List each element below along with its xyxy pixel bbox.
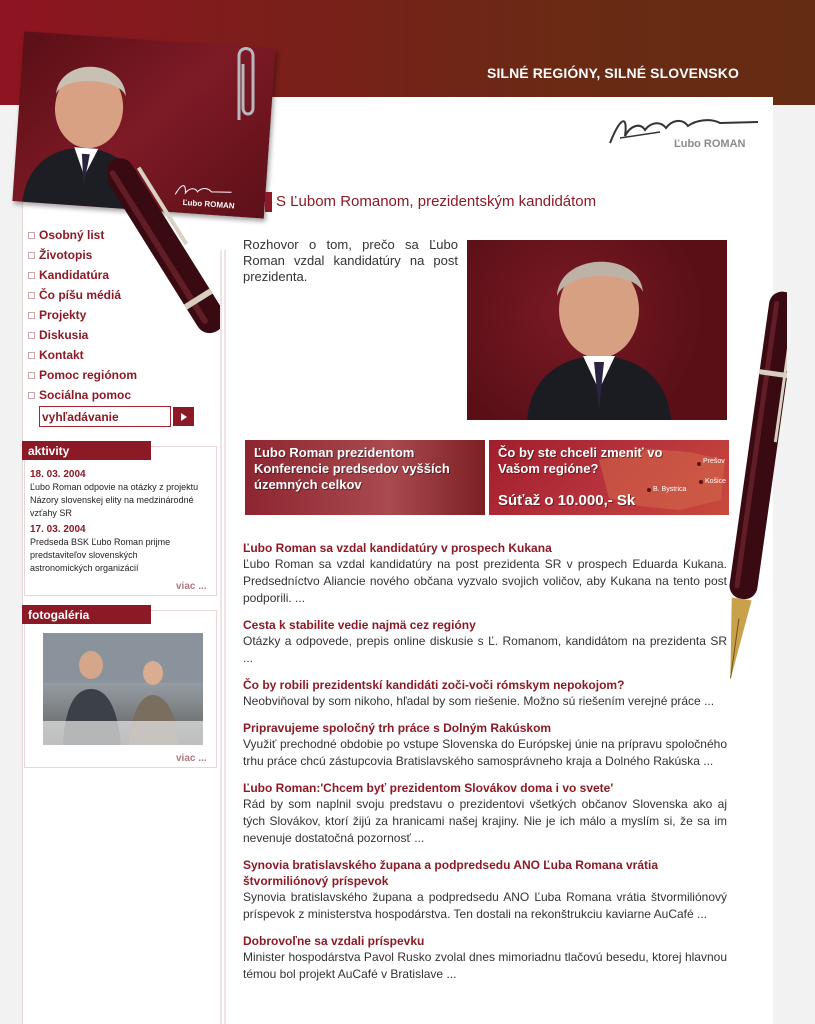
- candidate-portrait-icon: [467, 240, 727, 420]
- nav-item-socialna-pomoc[interactable]: [28, 385, 137, 405]
- article-title-link[interactable]: Synovia bratislavského župana a podpredsedu ANO Ľuba Romana vrátia štvormiliónový príspevok: [243, 858, 658, 888]
- article-summary: Minister hospodárstva Pavol Rusko zvolal dnes mimoriadnu tlačovú besedu, ktorej hlavnou témou bol projekt AuCafé v Bratislave ...: [243, 950, 727, 981]
- search-input[interactable]: [39, 406, 171, 427]
- article-title-link[interactable]: Čo by robili prezidentskí kandidáti zoči-voči rómskym nepokojom?: [243, 678, 625, 692]
- main-portrait: [467, 240, 727, 420]
- nav-item-pomoc-regionom[interactable]: [28, 365, 137, 385]
- nav-item-label: Sociálna pomoc: [39, 388, 132, 402]
- bullet-icon: [28, 312, 35, 319]
- article-summary: Neobviňoval by som nikoho, hľadal by som riešenie. Možno sú riešením verejné práce ...: [243, 694, 715, 708]
- article-item: [243, 720, 727, 770]
- article-title-link[interactable]: Cesta k stabilite vedie najmä cez regióny: [243, 618, 476, 632]
- signature-name: Ľubo ROMAN: [674, 138, 746, 150]
- banner-prize: Súťaž o 10.000,- Sk: [498, 492, 636, 509]
- activity-item[interactable]: [30, 523, 200, 575]
- bullet-icon: [28, 332, 35, 339]
- article-item: [243, 857, 727, 923]
- contest-banner[interactable]: [489, 440, 729, 515]
- article-summary: Ľubo Roman sa vzdal kandidatúry na post prezidenta SR v prospech Eduarda Kukana. Predsedníctvo Aliancie nového občana vyzvalo svojich voličov, aby Kukana na tento post podporili. ...: [243, 557, 727, 605]
- article-summary: Využiť prechodné obdobie po vstupe Slovenska do Európskej únie na prípravu spoločného trhu práce chcú zástupcovia Bratislavského samosprávneho kraja a Dolného Rakúska ...: [243, 737, 727, 768]
- nav-item-label: Kandidatúra: [39, 268, 110, 282]
- gallery-image-icon: [43, 633, 203, 745]
- card-name: Ľubo ROMAN: [182, 197, 235, 211]
- page-title: S Ľubom Romanom, prezidentským kandidátom: [276, 193, 597, 210]
- banner-text: Ľubo Roman prezidentom Konferencie predsedov vyšších územných celkov: [254, 445, 450, 492]
- activity-date: 18. 03. 2004: [30, 469, 86, 480]
- nav-item-label: Čo píšu médiá: [39, 288, 122, 302]
- nav-item-label: Kontakt: [39, 348, 84, 362]
- main-nav: [28, 225, 137, 405]
- bullet-icon: [28, 272, 35, 279]
- nav-item-label: Projekty: [39, 308, 87, 322]
- activity-item[interactable]: [30, 468, 200, 520]
- nav-item-diskusia[interactable]: [28, 325, 137, 345]
- article-title-link[interactable]: Dobrovoľne sa vzdali príspevku: [243, 934, 425, 948]
- nav-item-kontakt[interactable]: [28, 345, 137, 365]
- intro-text: Rozhovor o tom, prečo sa Ľubo Roman vzdal kandidatúry na post prezidenta.: [243, 237, 458, 284]
- activity-text: Predseda BSK Ľubo Roman prijme predstaviteľov slovenských astronomických organizácií: [30, 537, 171, 573]
- nav-item-label: Osobný list: [39, 228, 105, 242]
- activity-text: Ľubo Roman odpovie na otázky z projektu Názory slovenskej elity na medzinárodné vzťahy SR: [30, 482, 199, 518]
- article-title-link[interactable]: Ľubo Roman:'Chcem byť prezidentom Slovákov doma i vo svete': [243, 781, 614, 795]
- conference-banner[interactable]: [245, 440, 485, 515]
- bullet-icon: [28, 292, 35, 299]
- banner-text: Čo by ste chceli zmeniť vo Vašom regióne?: [498, 445, 663, 476]
- search-button[interactable]: [173, 407, 194, 426]
- nav-item-label: Pomoc regiónom: [39, 368, 138, 382]
- nav-item-projekty[interactable]: [28, 305, 137, 325]
- arrow-right-icon: [181, 413, 187, 421]
- activities-title: aktivity: [22, 441, 151, 460]
- article-title-link[interactable]: Pripravujeme spoločný trh práce s Dolným Rakúskom: [243, 721, 552, 735]
- gallery-photo[interactable]: [43, 633, 203, 745]
- article-list: [243, 540, 727, 993]
- map-label: B. Bystrica: [653, 486, 687, 493]
- gallery-title: fotogaléria: [22, 605, 151, 624]
- article-item: [243, 617, 727, 667]
- divider: [220, 250, 228, 1024]
- site-tagline: SILNÉ REGIÓNY, SILNÉ SLOVENSKO: [487, 65, 739, 81]
- nav-item-osobny-list[interactable]: [28, 225, 137, 245]
- article-item: [243, 933, 727, 983]
- nav-item-co-pisu-media[interactable]: [28, 285, 137, 305]
- bullet-icon: [28, 392, 35, 399]
- paperclip-icon: [229, 42, 259, 124]
- nav-item-zivotopis[interactable]: [28, 245, 137, 265]
- search-row: [28, 406, 194, 427]
- article-item: [243, 780, 727, 847]
- article-summary: Otázky a odpovede, prepis online diskusie s Ľ. Romanom, kandidátom na prezidenta SR ...: [243, 634, 727, 665]
- activities-more-link[interactable]: viac ...: [176, 581, 207, 592]
- article-item: [243, 677, 727, 710]
- bullet-icon: [28, 372, 35, 379]
- nav-item-label: Životopis: [39, 248, 93, 262]
- title-marker: [265, 192, 272, 212]
- fountain-pen-icon: [727, 290, 787, 685]
- bullet-icon: [28, 352, 35, 359]
- bullet-icon: [28, 252, 35, 259]
- activity-date: 17. 03. 2004: [30, 524, 86, 535]
- article-item: [243, 540, 727, 607]
- gallery-more-link[interactable]: viac ...: [176, 753, 207, 764]
- map-label: Košice: [705, 478, 727, 485]
- bullet-icon: [28, 232, 35, 239]
- map-label: Prešov: [703, 458, 725, 465]
- article-summary: Synovia bratislavského župana a podpredsedu ANO Ľuba Romana vrátia štvormiliónový príspevok z ministerstva hospodárstva. Ten dostali na rekonštrukciu kaviarne AuCafé ...: [243, 890, 727, 921]
- nav-item-kandidatura[interactable]: [28, 265, 137, 285]
- nav-item-label: Diskusia: [39, 328, 89, 342]
- article-title-link[interactable]: Ľubo Roman sa vzdal kandidatúry v prospech Kukana: [243, 541, 552, 555]
- article-summary: Rád by som naplnil svoju predstavu o prezidentovi všetkých občanov Slovenska ako aj tých Slovákov, ktorí žijú za hranicami našej krajiny. Nie je ich málo a myslím si, že sa im nevenuje dostatočná pozornosť ...: [243, 797, 727, 845]
